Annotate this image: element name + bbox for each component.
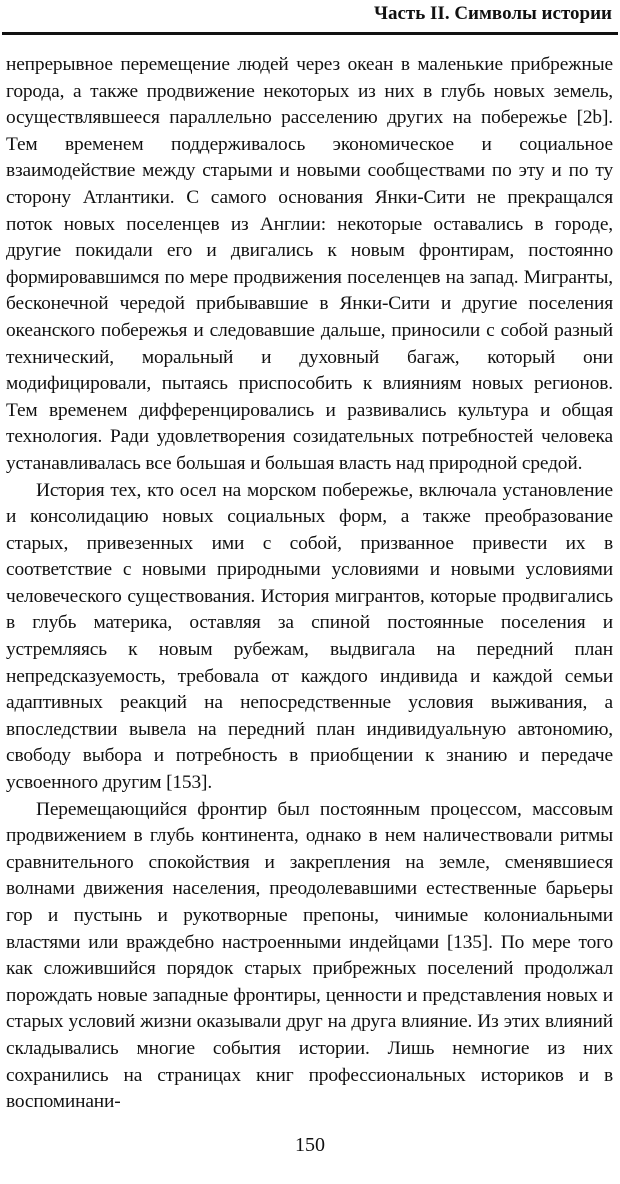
running-header bbox=[0, 0, 620, 42]
running-title: Часть II. Символы истории bbox=[374, 3, 612, 24]
paragraph-moving-frontier: Перемещающийся фронтир был постоянным процессом, массовым продвижением в глубь континента, однако в нем наличествовали ритмы сравнительного спокойствия и закрепления на земле, сменявшиеся волнами движения населения, преодолевавшими естественные барьеры гор и пустынь и рукотворные препоны, чинимые колониальными властями или враждебно настроенными индейцами [135]. По мере того как сложившийся порядок старых прибрежных поселений продолжал порождать новые западные фронтиры, ценности и представления новых и старых условий жизни оказывали друг на друга влияние. Из этих влияний складывались многие события истории. Лишь немногие из них сохранились на страницах книг профессиональных историков и в воспоминани- bbox=[6, 798, 613, 1113]
paragraph-coastal-history: История тех, кто осел на морском побережье, включала установление и консолидацию новых социальных форм, а также преобразование старых, привезенных ими с собой, призванное привести их в соответствие с новыми природными условиями и новыми условиями человеческого существования. История мигрантов, которые продвигались в глубь материка, оставляя за спиной постоянные поселения и устремляясь к новым рубежам, выдвигала на передний план непредсказуемость, требовала от каждого индивида и каждой семьи адаптивных реакций на непосредственные условия выживания, а впоследствии вывела на передний план индивидуальную автономию, свободу выбора и потребность в приобщении к знанию и передаче усвоенного другим [153]. bbox=[6, 479, 613, 794]
page-body bbox=[6, 52, 613, 1116]
page-number: 150 bbox=[295, 1134, 325, 1156]
header-rule bbox=[2, 32, 618, 35]
paragraph-continued: непрерывное перемещение людей через океан в маленькие прибрежные города, а также продвижение некоторых из них в глубь новых земель, осуществлявшееся параллельно расселению других на побережье [2b]. Тем временем поддерживалось экономическое и социальное взаимодействие между старыми и новыми сообществами по эту и по ту сторону Атлантики. С самого основания Янки-Сити не прекращался поток новых поселенцев из Англии: некоторые оставались в городе, другие покидали его и двигались к новым фронтирам, постоянно формировавшимся по мере продвижения поселенцев на запад. Мигранты, бесконечной чередой прибывавшие в Янки-Сити и другие поселения океанского побережья и следовавшие дальше, приносили с собой разный технический, моральный и духовный багаж, который они модифицировали, пытаясь приспособить к влияниям новых регионов. Тем временем дифференцировались и развивались культура и общая технология. Ради удовлетворения созидательных потребностей человека устанавливалась все большая и большая власть над природной средой. bbox=[6, 54, 613, 474]
